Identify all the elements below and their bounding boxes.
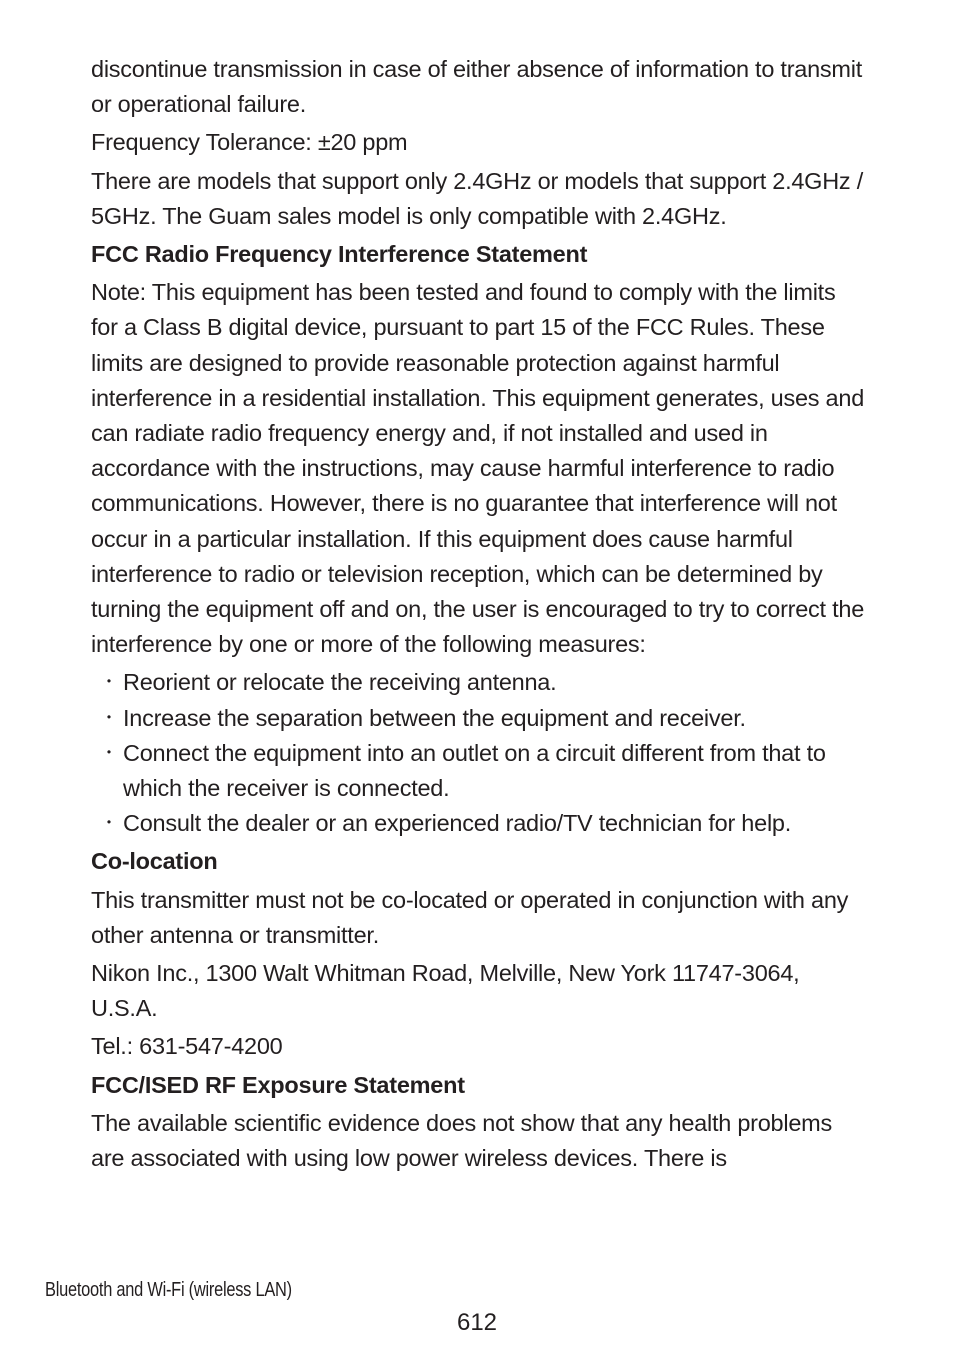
bullet-icon: ・ [100, 707, 118, 728]
heading-co-location: Co-location [91, 848, 218, 875]
list-item [91, 806, 866, 841]
bullet-icon: ・ [100, 813, 118, 834]
paragraph-models: There are models that support only 2.4GHz or models that support 2.4GHz / 5GHz. The Guam sales model is only compatible with 2.4GHz. [91, 167, 863, 229]
paragraph-continuation: discontinue transmission in case of either absence of information to transmit or operational failure. [91, 56, 863, 118]
section-label: Bluetooth and Wi-Fi (wireless LAN) [45, 1279, 292, 1301]
bullet-icon: ・ [100, 672, 118, 693]
paragraph-rf-exposure: The available scientific evidence does not show that any health problems are associated with using low power wireless devices. There is [91, 1109, 832, 1172]
list-item [91, 665, 866, 700]
paragraph-frequency-tolerance: Frequency Tolerance: ±20 ppm [91, 129, 408, 156]
paragraph-fcc-note: Note: This equipment has been tested and found to comply with the limits for a Class B digital device, pursuant to part 15 of the FCC Rules. These limits are designed to provide reasonable protection against harmful interference in a residential installation. This equipment generates, uses and can radiate radio frequency energy and, if not installed and used in accordance with the instructions, may cause harmful interference to radio communications. However, there is no guarantee that interference will not occur in a particular installation. If this equipment does cause harmful interference to radio or television reception, which can be determined by turning the equipment off and on, the user is encouraged to try to correct the interference by one or more of the following measures: [91, 279, 865, 658]
list-item [91, 701, 866, 736]
bullet-icon: ・ [100, 742, 118, 763]
list-item-text: Connect the equipment into an outlet on a circuit different from that to which the receiver is connected. [123, 739, 826, 802]
page-number: 612 [456, 1309, 498, 1336]
paragraph-telephone: Tel.: 631-547-4200 [91, 1033, 283, 1060]
paragraph-address: Nikon Inc., 1300 Walt Whitman Road, Melville, New York 11747-3064, U.S.A. [91, 960, 800, 1022]
page-content [91, 52, 866, 1179]
list-item [91, 736, 866, 806]
heading-rf-exposure: FCC/ISED RF Exposure Statement [91, 1071, 465, 1098]
measures-list [91, 665, 866, 841]
list-item-text: Reorient or relocate the receiving antenna. [123, 669, 557, 696]
list-item-text: Increase the separation between the equipment and receiver. [123, 704, 746, 731]
heading-fcc-interference: FCC Radio Frequency Interference Statement [91, 241, 588, 268]
list-item-text: Consult the dealer or an experienced radio/TV technician for help. [123, 810, 792, 837]
paragraph-co-location: This transmitter must not be co-located or operated in conjunction with any other antenna or transmitter. [91, 886, 849, 948]
